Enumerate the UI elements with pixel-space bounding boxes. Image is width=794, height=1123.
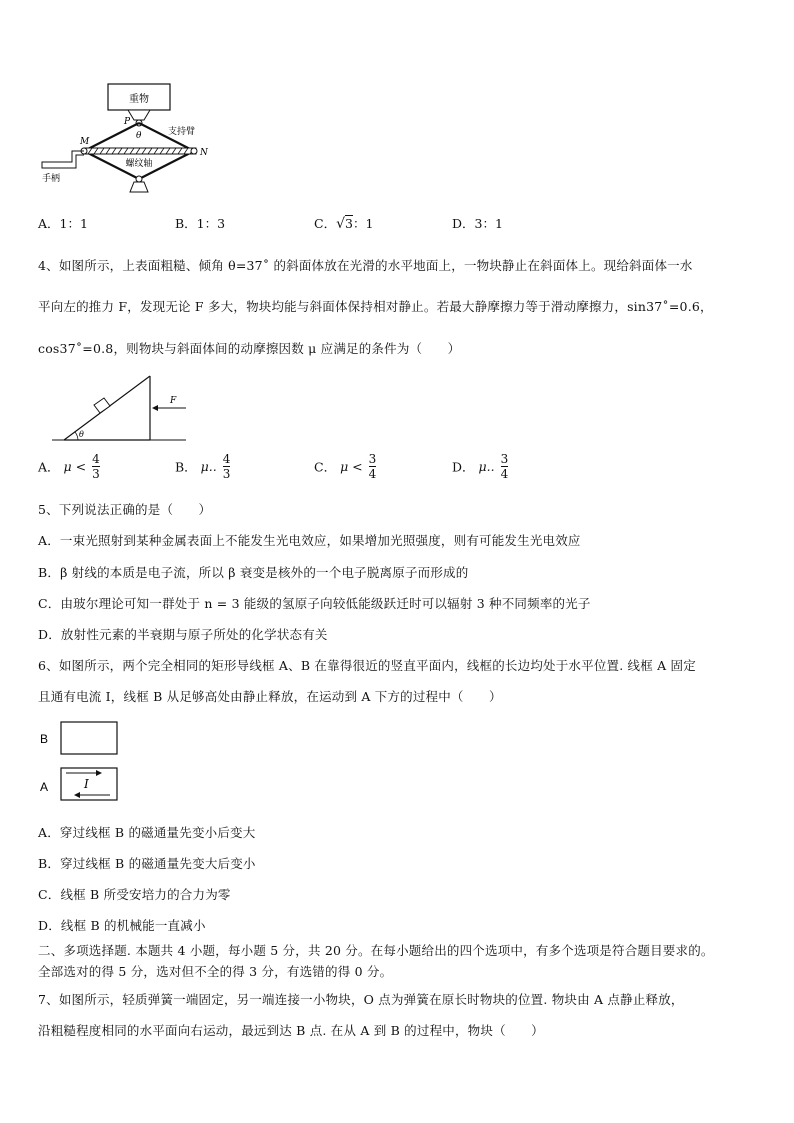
screw-label: 螺纹轴 [125, 158, 153, 168]
q5-option-b: B．β 射线的本质是电子流，所以 β 衰变是核外的一个电子脱离原子而形成的 [38, 565, 469, 580]
q4-stem-line-1: 4、如图所示，上表面粗糙、倾角 θ=37˚ 的斜面体放在光滑的水平地面上，一物块静止在斜面体上。现给斜面体一水 [38, 258, 693, 273]
section2-heading-line-2: 全部选对的得 5 分，选对但不全的得 3 分，有选错的得 0 分。 [38, 964, 393, 979]
frame-a-label: A [40, 780, 49, 794]
numerator: 3 [500, 452, 509, 466]
q4-option-a-fraction [92, 452, 100, 481]
p-label: P [124, 117, 131, 127]
q6-option-d: D．线框 B 的机械能一直减小 [38, 918, 206, 933]
q4-option-c-fraction [369, 452, 377, 481]
weight-label: 重物 [129, 94, 149, 105]
q3-option-c-suffix: ：1 [352, 216, 374, 231]
q5-stem: 5、下列说法正确的是（ ） [38, 502, 212, 517]
q5-option-a: A．一束光照射到某种金属表面上不能发生光电效应，如果增加光照强度，则有可能发生光电效应 [38, 533, 581, 548]
q4-stem-line-2: 平向左的推力 F，发现无论 F 多大，物块均能与斜面体保持相对静止。若最大静摩擦力等于滑动摩擦力，sin37˚=0.6， [38, 299, 713, 314]
incline-figure [52, 370, 202, 442]
q6-stem-line-2: 且通有电流 I，线框 B 从足够高处由静止释放，在运动到 A 下方的过程中（ ） [38, 689, 502, 704]
numerator: 4 [92, 452, 100, 466]
q7-stem-line-1: 7、如图所示，轻质弹簧一端固定，另一端连接一小物块，O 点为弹簧在原长时物块的位置. 物块由 A 点静止释放， [38, 992, 684, 1007]
f-label: F [170, 396, 177, 406]
q3-option-c-root: 3 [345, 216, 353, 231]
q4-option-d-fraction [501, 452, 509, 481]
q3-option-b: B．1：3 [175, 216, 226, 231]
sqrt-sign: √ [336, 216, 345, 232]
q4-option-d [452, 452, 508, 481]
arm-label: 支持臂 [168, 126, 196, 136]
q6-option-a: A．穿过线框 B 的磁通量先变小后变大 [38, 825, 256, 840]
n-label: N [200, 148, 208, 158]
q3-option-c-prefix: C． [314, 216, 337, 231]
q4-option-a-rel: μ < [63, 459, 87, 474]
q3-option-a: A．1：1 [38, 216, 88, 231]
q4-option-a [38, 452, 100, 481]
wire-frames-figure [38, 718, 128, 806]
q7-stem-line-2: 沿粗糙程度相同的水平面向右运动，最远到达 B 点. 在从 A 到 B 的过程中，物块（ ） [38, 1023, 544, 1038]
denominator: 4 [500, 467, 509, 481]
q4-stem-line-3: cos37˚=0.8，则物块与斜面体间的动摩擦因数 μ 应满足的条件为（ ） [38, 341, 461, 356]
q4-option-d-prefix: D． [452, 459, 475, 475]
q5-option-d: D．放射性元素的半衰期与原子所处的化学状态有关 [38, 627, 328, 642]
jack-figure [38, 82, 228, 194]
current-label: I [84, 777, 89, 791]
q4-option-c [314, 452, 376, 481]
q4-option-a-prefix: A． [38, 459, 60, 475]
q4-option-b-fraction [223, 452, 231, 481]
theta-label: θ [136, 131, 142, 141]
numerator: 3 [368, 452, 377, 466]
q6-stem-line-1: 6、如图所示，两个完全相同的矩形导线框 A、B 在靠得很近的竖直平面内，线框的长边均处于水平位置. 线框 A 固定 [38, 658, 696, 673]
q4-option-b-prefix: B． [175, 459, 197, 475]
q4-option-d-rel: μ.. [478, 459, 495, 474]
q6-option-b: B．穿过线框 B 的磁通量先变大后变小 [38, 856, 256, 871]
theta-label-incline: θ [79, 430, 84, 439]
q5-option-c: C．由玻尔理论可知一群处于 n = 3 能级的氢原子向较低能级跃迁时可以辐射 3 种不同频率的光子 [38, 596, 591, 611]
section2-heading-line-1: 二、多项选择题. 本题共 4 小题，每小题 5 分，共 20 分。在每小题给出的四个选项中，有多个选项是符合题目要求的。 [38, 943, 714, 958]
q4-option-c-rel: μ < [340, 459, 363, 474]
q4-option-b [175, 452, 230, 481]
denominator: 3 [222, 467, 231, 481]
q3-option-c [314, 214, 373, 232]
denominator: 3 [92, 467, 100, 481]
q4-option-b-rel: μ.. [200, 459, 217, 474]
m-label: M [80, 137, 90, 147]
q4-option-c-prefix: C． [314, 459, 337, 475]
q3-option-d: D．3：1 [452, 216, 503, 231]
q6-option-c: C．线框 B 所受安培力的合力为零 [38, 887, 231, 902]
denominator: 4 [368, 467, 377, 481]
handle-label: 手柄 [42, 173, 61, 183]
frame-b-label: B [40, 732, 49, 746]
numerator: 4 [222, 452, 231, 466]
